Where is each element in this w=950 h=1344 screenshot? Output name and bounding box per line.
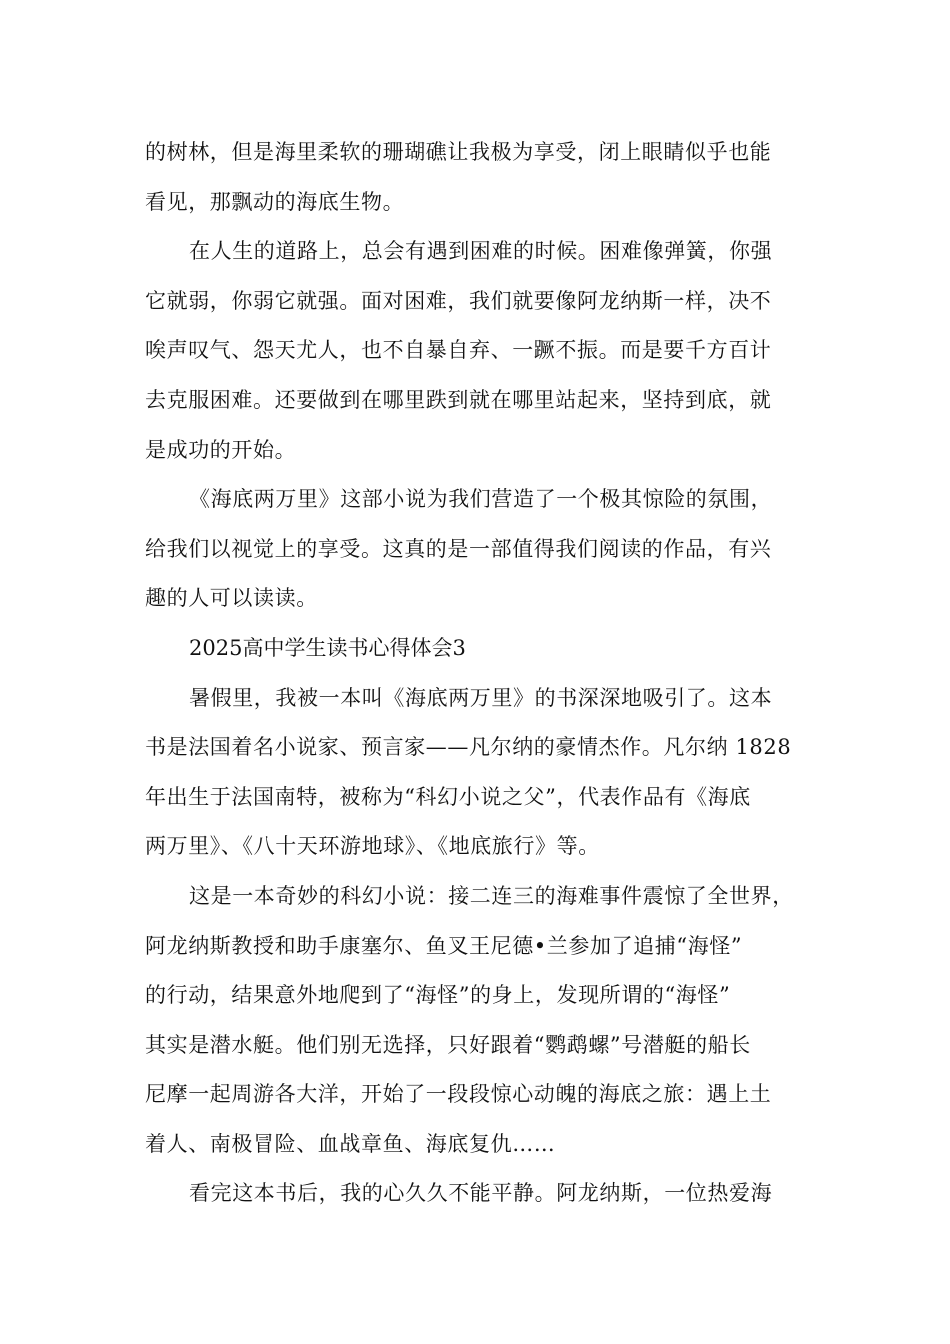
text-line: 阿龙纳斯教授和助手康塞尔、鱼叉王尼德•兰参加了追捕“海怪” bbox=[145, 933, 743, 958]
text-line: 年出生于法国南特，被称为“科幻小说之父”，代表作品有《海底 bbox=[145, 784, 751, 809]
document-body bbox=[145, 128, 835, 1219]
paragraph-start-line: 看完这本书后，我的心久久不能平静。阿龙纳斯，一位热爱海 bbox=[189, 1181, 773, 1206]
text-line: 去克服困难。还要做到在哪里跌到就在哪里站起来，坚持到底，就 bbox=[145, 387, 772, 412]
text-line: 其实是潜水艇。他们别无选择，只好跟着“鹦鹉螺”号潜艇的船长 bbox=[145, 1032, 751, 1057]
text-line: 尼摩一起周游各大洋，开始了一段段惊心动魄的海底之旅：遇上土 bbox=[145, 1082, 772, 1107]
text-line: 是成功的开始。 bbox=[145, 437, 297, 462]
text-line: 书是法国着名小说家、预言家——凡尔纳的豪情杰作。凡尔纳 1828 bbox=[145, 735, 792, 760]
text-line: 它就弱，你弱它就强。面对困难，我们就要像阿龙纳斯一样，决不 bbox=[145, 288, 772, 313]
text-line: 两万里》、《八十天环游地球》、《地底旅行》等。 bbox=[145, 834, 600, 859]
text-line: 给我们以视觉上的享受。这真的是一部值得我们阅读的作品，有兴 bbox=[145, 536, 772, 561]
text-line: 的树林，但是海里柔软的珊瑚礁让我极为享受，闭上眼睛似乎也能 bbox=[145, 140, 772, 164]
text-line: 看见，那飘动的海底生物。 bbox=[145, 189, 405, 214]
text-line: 着人、南极冒险、血战章鱼、海底复仇…… bbox=[145, 1131, 556, 1156]
text-line: 唉声叹气、怨天尤人，也不自暴自弃、一蹶不振。而是要千方百计 bbox=[145, 338, 772, 363]
paragraph-start-line: 暑假里，我被一本叫《海底两万里》的书深深地吸引了。这本 bbox=[189, 685, 773, 710]
text-line: 趣的人可以读读。 bbox=[145, 586, 318, 611]
paragraph-start-line: 《海底两万里》这部小说为我们营造了一个极其惊险的氛围， bbox=[189, 487, 773, 512]
section-heading: 2025高中学生读书心得体会3 bbox=[189, 635, 466, 660]
text-line: 的行动，结果意外地爬到了“海怪”的身上，发现所谓的“海怪” bbox=[145, 983, 731, 1008]
paragraph-start-line: 在人生的道路上，总会有遇到困难的时候。困难像弹簧，你强 bbox=[189, 239, 773, 264]
paragraph-start-line: 这是一本奇妙的科幻小说：接二连三的海难事件震惊了全世界， bbox=[189, 883, 794, 908]
